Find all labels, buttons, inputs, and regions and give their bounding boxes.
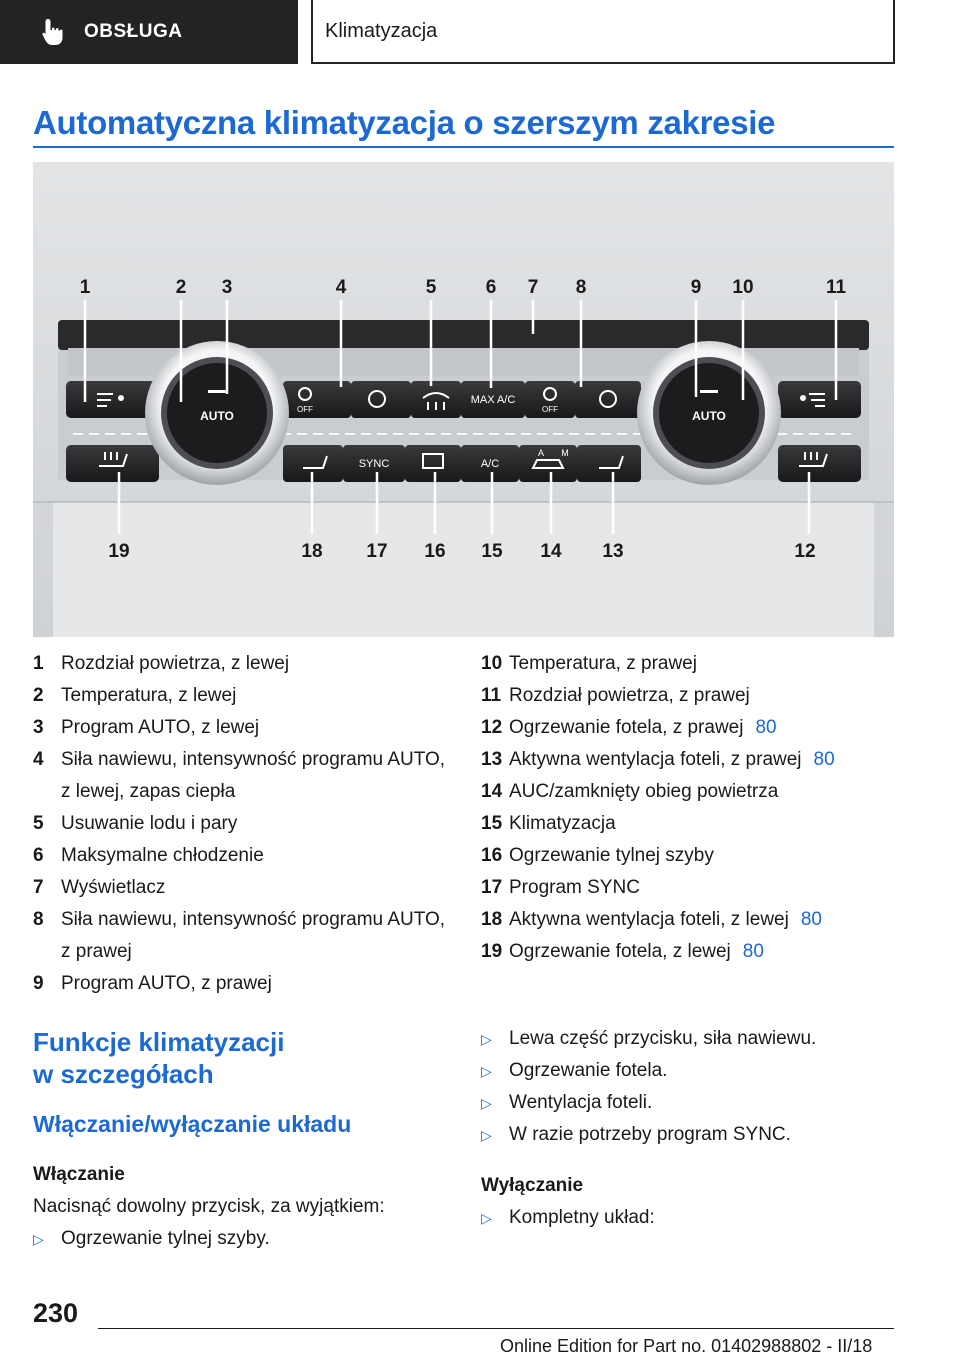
knob-left-label: AUTO [200,409,234,423]
callout-14: 14 [540,541,562,562]
legend-number: 19 [481,941,503,962]
off-bullet [481,1207,655,1229]
fan-right-off-label: OFF [542,405,558,414]
legend-text: Aktywna wentylacja foteli, z prawej 80 [509,749,835,770]
button-seat-vent-right [577,445,641,482]
legend-text: Program AUTO, z lewej [61,717,260,738]
callout-10: 10 [732,277,754,298]
legend-text: Temperatura, z lewej [61,685,237,706]
section-title-line2: w szczegółach [33,1059,214,1089]
button-seat-heat-right [778,445,861,482]
legend-number: 3 [33,717,44,738]
bullet-triangle-icon: ▷ [481,1127,492,1143]
legend-item [33,648,453,680]
legend-text: Rozdział powietrza, z lewej [61,653,290,674]
legend-number: 16 [481,845,503,866]
auc-a-label: A [537,448,545,458]
legend-number: 8 [33,909,44,930]
fan-left-off-label: OFF [297,405,313,414]
pointing-hand-icon [40,17,66,47]
right-bullet [481,1092,652,1114]
legend-item [33,712,453,744]
legend-text: Aktywna wentylacja foteli, z lewej 80 [509,909,822,930]
callout-7: 7 [527,277,539,298]
title-divider [33,146,894,148]
legend-number: 18 [481,909,503,930]
bullet-triangle-icon: ▷ [481,1063,492,1079]
callout-19: 19 [108,541,130,562]
legend-number: 12 [481,717,503,738]
knob-right-label: AUTO [692,409,726,423]
legend-number: 17 [481,877,503,898]
legend-text: Maksymalne chłodzenie [61,845,264,866]
legend-item [481,808,901,840]
callout-15: 15 [481,541,503,562]
page-reference-link[interactable]: 80 [800,909,822,930]
legend-number: 9 [33,973,44,994]
callout-5: 5 [425,277,437,298]
page-reference-link[interactable]: 80 [755,717,777,738]
legend-number: 4 [33,749,44,770]
callout-1: 1 [79,277,91,298]
sync-label: SYNC [358,458,390,470]
callout-9: 9 [690,277,702,298]
bullet-triangle-icon: ▷ [33,1231,44,1247]
legend-number: 5 [33,813,44,834]
legend-number: 1 [33,653,44,674]
legend-text: Program SYNC [509,877,640,898]
callout-8: 8 [575,277,587,298]
bullet-triangle-icon: ▷ [481,1210,492,1226]
legend-item [481,840,901,872]
on-heading: Włączanie [33,1164,125,1185]
auc-m-label: M [561,448,569,458]
legend-number: 6 [33,845,44,866]
legend-number: 7 [33,877,44,898]
legend-text: Ogrzewanie tylnej szyby [509,845,714,866]
display-strip [58,320,869,350]
bullet-text: Ogrzewanie tylnej szyby. [61,1228,270,1249]
callout-2: 2 [175,277,187,298]
bullet-text: Lewa część przycisku, siła nawiewu. [509,1028,817,1049]
right-bullet [481,1124,791,1146]
legend-text: Rozdział powietrza, z prawej [509,685,750,706]
bullet-triangle-icon: ▷ [481,1095,492,1111]
legend-text: Wyświetlacz [61,877,166,898]
legend-left [33,648,453,1000]
callout-12: 12 [794,541,816,562]
legend-text: AUC/zamknięty obieg powietrza [509,781,779,802]
button-rear-defrost [405,445,461,482]
bullet-text: W razie potrzeby program SYNC. [509,1124,791,1145]
legend-right [481,648,901,968]
legend-text: Usuwanie lodu i pary [61,813,238,834]
legend-text: Siła nawiewu, intensywność programu AUTO, z lewej, zapas ciepła [61,749,446,802]
legend-item [481,904,901,936]
right-bullet [481,1060,667,1082]
on-bullet [33,1228,270,1250]
callout-3: 3 [221,277,233,298]
legend-number: 15 [481,813,503,834]
legend-item [33,872,453,904]
legend-number: 2 [33,685,44,706]
legend-item [481,936,901,968]
off-heading: Wyłączanie [481,1175,584,1196]
legend-item [33,744,453,808]
on-text: Nacisnąć dowolny przycisk, za wyjątkiem: [33,1196,385,1217]
legend-item [481,648,901,680]
legend-number: 11 [481,685,502,706]
legend-item [33,680,453,712]
chapter-tab [311,0,895,64]
section-title-line1: Funkcje klimatyzacji [33,1027,285,1057]
legend-text: Temperatura, z prawej [509,653,697,674]
button-defrost [411,381,461,418]
legend-item [481,872,901,904]
page-reference-link[interactable]: 80 [742,941,764,962]
legend-item [33,968,453,1000]
legend-text: Program AUTO, z prawej [61,973,272,994]
button-fan-right [575,381,641,418]
legend-number: 13 [481,749,503,770]
ac-label: A/C [480,458,500,470]
climate-control-panel-figure [33,162,894,637]
legend-item [481,744,901,776]
callout-17: 17 [366,541,388,562]
legend-item [33,808,453,840]
page-number: 230 [33,1298,79,1328]
bullet-triangle-icon: ▷ [481,1031,492,1047]
button-fan-left [351,381,411,418]
lower-trim [53,502,874,637]
page-title: Automatyczna klimatyzacja o szerszym zakresie [33,104,776,141]
callout-13: 13 [602,541,624,562]
chapter-tab-label: Klimatyzacja [325,19,438,42]
legend-text: Siła nawiewu, intensywność programu AUTO, z prawej [61,909,446,962]
bullet-text: Ogrzewanie fotela. [509,1060,668,1081]
footer-divider [98,1328,894,1329]
bullet-text: Kompletny układ: [509,1207,655,1228]
section-tab-label: OBSŁUGA [84,21,183,42]
bullet-text: Wentylacja foteli. [509,1092,653,1113]
legend-text: Ogrzewanie fotela, z prawej 80 [509,717,777,738]
right-bullet [481,1028,816,1050]
section-tab [0,0,298,64]
legend-item [481,680,901,712]
callout-16: 16 [424,541,446,562]
callout-4: 4 [335,277,347,298]
callout-11: 11 [825,277,847,298]
legend-number: 14 [481,781,503,802]
legend-text: Klimatyzacja [509,813,616,834]
button-seat-heat-left [66,445,159,482]
page-header [0,0,960,66]
footer-edition: Online Edition for Part no. 01402988802 - II/18 [500,1336,873,1356]
legend-item [481,776,901,808]
subsection-title: Włączanie/wyłączanie układu [33,1111,352,1137]
legend-item [33,904,453,968]
max-ac-label: MAX A/C [470,394,516,406]
page-reference-link[interactable]: 80 [813,749,835,770]
legend-item [481,712,901,744]
section-title [33,1026,284,1090]
callout-18: 18 [301,541,323,562]
legend-number: 10 [481,653,503,674]
callout-6: 6 [485,277,497,298]
legend-text: Ogrzewanie fotela, z lewej 80 [509,941,764,962]
legend-item [33,840,453,872]
